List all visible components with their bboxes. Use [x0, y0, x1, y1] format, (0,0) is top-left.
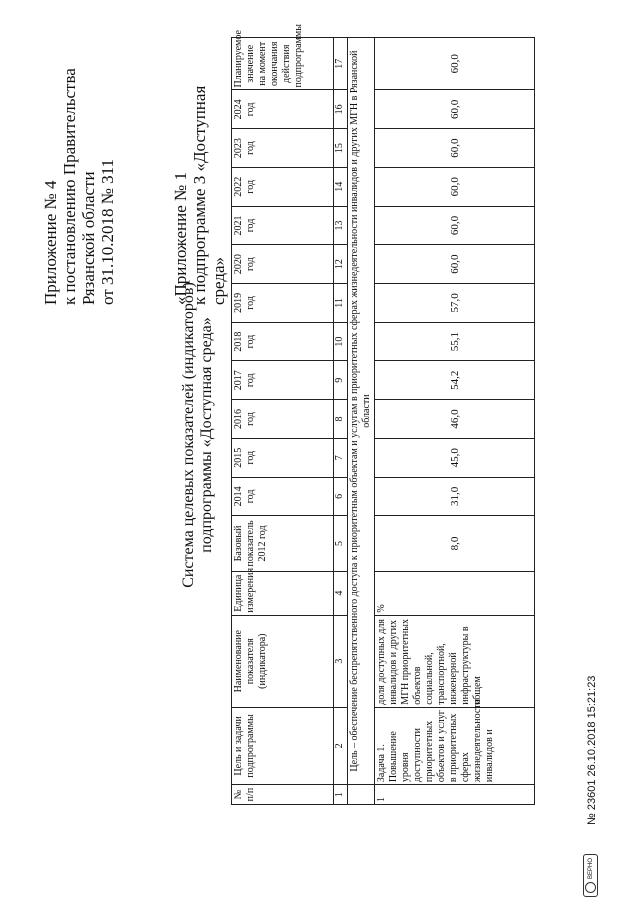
header-cell: 2023 год: [232, 129, 334, 168]
column-number-cell: 6: [334, 477, 348, 516]
column-number-cell: 8: [334, 400, 348, 439]
value-cell: 46,0: [375, 400, 535, 439]
value-cell: 57,0: [375, 284, 535, 323]
registration-stamp: № 23601 26.10.2018 15:21:23: [586, 675, 598, 825]
value-cell: 55,1: [375, 322, 535, 361]
indicator-cell: доля доступных для инвалидов и других МГН приоритетных объектов социальной, транспортной, инженерной инфраструктуры в общем: [375, 615, 535, 707]
column-number-cell: 17: [334, 38, 348, 91]
header-cell: 2014 год: [232, 477, 334, 516]
header-cell: 2017 год: [232, 361, 334, 400]
header-cell: 2024 год: [232, 90, 334, 129]
seal-text: ВЕРНО: [587, 857, 594, 879]
value-cell: 60,0: [375, 90, 535, 129]
title-line2: подпрограммы «Доступная среда»: [198, 317, 215, 553]
document-title: [180, 195, 216, 675]
title-line1: Система целевых показателей (индикаторов): [180, 282, 197, 588]
goal-row: [348, 38, 375, 805]
goal-cell: Цель – обеспечение беспрепятственного доступа к приоритетным объектам и услугам в приоритетных сферах жизнедеятельности инвалидов и других МГН в Рязанской области: [348, 38, 375, 785]
table-row: [375, 38, 535, 805]
task-cell: Задача 1. Повышение уровня доступности приоритетных объектов и услуг в приоритетных сферах жизнедеятельности инвалидов и: [375, 707, 535, 784]
header-cell: 2021 год: [232, 206, 334, 245]
value-cell: 8,0: [375, 516, 535, 571]
header-cell: Единица измерения: [232, 571, 334, 615]
value-cell: 60,0: [375, 206, 535, 245]
column-number-cell: 9: [334, 361, 348, 400]
header-cell: № п/п: [232, 785, 334, 805]
column-number-cell: 1: [334, 785, 348, 805]
column-number-cell: 5: [334, 516, 348, 571]
header-cell: Цель и задачи подпрограммы: [232, 707, 334, 784]
value-cell: 60,0: [375, 38, 535, 91]
table-header-row: [232, 38, 334, 805]
header-cell: 2015 год: [232, 438, 334, 477]
column-number-cell: 2: [334, 707, 348, 784]
column-number-cell: 12: [334, 245, 348, 284]
header-cell: 2019 год: [232, 284, 334, 323]
header-cell: Наименование показателя (индикатора): [232, 615, 334, 707]
value-cell: 60,0: [375, 167, 535, 206]
column-number-cell: 3: [334, 615, 348, 707]
column-number-cell: 13: [334, 206, 348, 245]
value-cell: 31,0: [375, 477, 535, 516]
header-cell: 2016 год: [232, 400, 334, 439]
value-cell: 45,0: [375, 438, 535, 477]
header-cell: 2020 год: [232, 245, 334, 284]
column-number-cell: 16: [334, 90, 348, 129]
column-number-cell: 7: [334, 438, 348, 477]
row-number-cell: 1: [375, 785, 535, 805]
appendix-header-line2: «Приложение № 1 к подпрограмме 3 «Доступная среда»: [171, 85, 228, 305]
column-number-cell: 4: [334, 571, 348, 615]
header-cell: Планируемое значение на момент окончания действия подпрограммы: [232, 38, 334, 91]
column-number-cell: 15: [334, 129, 348, 168]
header-cell: 2018 год: [232, 322, 334, 361]
indicators-table: [231, 24, 535, 805]
column-number-cell: 11: [334, 284, 348, 323]
column-number-cell: 10: [334, 322, 348, 361]
column-number-cell: 14: [334, 167, 348, 206]
seal-emblem-icon: [585, 882, 596, 893]
value-cell: 60,0: [375, 245, 535, 284]
column-number-row: [334, 38, 348, 805]
seal-stamp: [583, 854, 598, 897]
header-cell: Базовый показатель 2012 год: [232, 516, 334, 571]
appendix-header-line1: Приложение № 4 к постановлению Правительства Рязанской области от 31.10.2018 № 311: [41, 68, 117, 305]
value-cell: 60,0: [375, 129, 535, 168]
header-cell: 2022 год: [232, 167, 334, 206]
unit-cell: %: [375, 571, 535, 615]
value-cell: 54,2: [375, 361, 535, 400]
